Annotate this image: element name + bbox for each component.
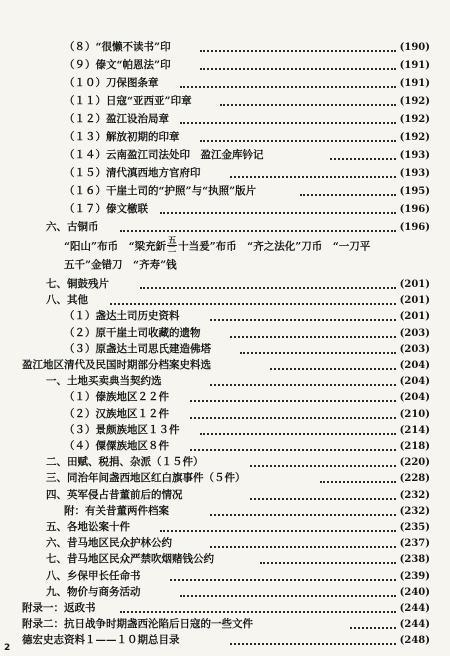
toc-entry-title: 德宏史志资料１——１０期总目录 (22, 634, 180, 646)
stacked-numeral-bottom: 二 (167, 245, 177, 255)
toc-page-number: (193) (399, 168, 430, 179)
dot-leader (250, 498, 396, 500)
dot-leader (210, 384, 396, 386)
toc-entry-title: （１３）解放初期的印章 (64, 131, 180, 143)
toc-entry (0, 342, 450, 357)
toc-page-number: (239) (399, 570, 430, 582)
toc-entry (0, 585, 450, 600)
toc-entry (0, 552, 450, 567)
toc-entry (0, 455, 450, 470)
dot-leader (160, 212, 396, 214)
toc-page-number: (237) (399, 538, 430, 550)
toc-page-number: (192) (399, 114, 430, 125)
coin-list-line-1 (64, 238, 370, 255)
toc-page-number: (203) (399, 327, 430, 339)
toc-entry-title: 四、英军侵占昔董前后的情况 (46, 488, 183, 501)
dot-leader (180, 122, 396, 124)
toc-page-number: (203) (399, 343, 430, 355)
toc-page-number: (201) (399, 295, 430, 307)
dot-leader (260, 562, 396, 564)
toc-entry (0, 390, 450, 405)
stacked-numeral-top: 五 (167, 236, 177, 246)
toc-page-number: (218) (399, 441, 430, 452)
dot-leader (120, 230, 396, 232)
toc-entry (0, 184, 450, 199)
dot-leader (200, 68, 396, 70)
toc-entry-title: 六、昔马地区民众护林公约 (46, 537, 172, 550)
toc-page-number: (238) (399, 554, 430, 566)
toc-entry (0, 326, 450, 341)
toc-page-number: (244) (399, 603, 430, 614)
toc-entry-title: 五、各地讼案十件 (46, 521, 130, 533)
toc-entry-title: （１）盏达土司历史资料 (64, 310, 180, 323)
toc-entry-title: 八、其他 (46, 294, 88, 307)
toc-page-number: (240) (399, 586, 430, 598)
coin-list-line-2 (64, 257, 177, 274)
toc-entry-title: 三、同治年间盏西地区红白旗事件（５件） (46, 472, 246, 485)
dot-leader (190, 400, 396, 402)
stacked-numerals (166, 237, 178, 254)
toc-page-number: (190) (399, 42, 430, 53)
toc-page-number: (196) (399, 222, 430, 233)
toc-entry (0, 76, 450, 91)
toc-entry (0, 166, 450, 181)
toc-entry (0, 488, 450, 503)
toc-entry (0, 148, 450, 163)
dot-leader (200, 140, 396, 142)
dot-leader (250, 465, 396, 467)
dot-leader (210, 514, 396, 516)
toc-page-number: (204) (399, 392, 430, 404)
toc-page-number: (192) (399, 96, 430, 107)
dot-leader (300, 194, 396, 196)
toc-entry (0, 504, 450, 519)
toc-page-number: (228) (399, 473, 430, 485)
toc-entry (0, 293, 450, 308)
toc-entry (0, 520, 450, 535)
toc-entry (0, 309, 450, 324)
dot-leader (160, 530, 396, 532)
dot-leader (320, 481, 396, 483)
coin-text: 十当爰”布币 “齐之法化”刀币 “一刀平 (178, 240, 371, 253)
toc-entry-title: （１４）云南盈江司法处印 盈江金库钤记 (64, 149, 264, 161)
coin-text: 五千”金错刀 “齐寿”钱 (64, 259, 177, 271)
dot-leader (190, 417, 396, 419)
toc-entry (0, 277, 450, 292)
toc-page-number: (192) (399, 132, 430, 143)
toc-page-number: (214) (399, 424, 430, 436)
toc-entry-title: （８）“很懒不读书”印 (64, 41, 171, 53)
toc-entry-title: （１０）刀保图条章 (64, 77, 159, 89)
toc-entry-title: 九、物价与商务活动 (46, 585, 141, 598)
toc-entry (0, 471, 450, 486)
toc-page-number: (248) (399, 635, 430, 646)
toc-entry (0, 407, 450, 422)
toc-entry (0, 202, 450, 217)
toc-entry-title: （３）原盏达土司思氏建造佛塔 (64, 342, 211, 355)
toc-entry-title: （１２）盈江设治局章 (64, 113, 169, 125)
dot-leader (200, 50, 396, 52)
toc-entry (0, 569, 450, 584)
toc-page-number: (196) (399, 204, 430, 215)
toc-page-number: (201) (399, 311, 430, 323)
toc-entry-title: （３）景颇族地区１３件 (64, 423, 180, 436)
toc-entry-title: （１）傣族地区２２件 (64, 391, 169, 404)
toc-page-number: (191) (399, 60, 430, 71)
dot-leader (230, 336, 396, 338)
toc-page-number: (220) (399, 457, 430, 469)
toc-page-number: (244) (399, 619, 430, 630)
toc-page-number: (235) (399, 522, 430, 533)
toc-page-number: (204) (399, 376, 430, 388)
coin-text: “阳山”布币 “梁充釿 (64, 240, 167, 253)
toc-entry (0, 601, 450, 616)
toc-entry-title: 七、昔马地区民众严禁吹烟赌钱公约 (46, 553, 214, 566)
dot-leader (210, 319, 396, 321)
toc-entry (0, 439, 450, 454)
toc-page-number: (232) (399, 489, 430, 501)
dot-leader (110, 303, 396, 305)
toc-entry (0, 94, 450, 109)
toc-entry-title: （１５）清代滇西地方官府印 (64, 167, 201, 179)
toc-page-number: (201) (399, 279, 430, 290)
toc-entry (0, 633, 450, 648)
toc-entry-title: （１７）傣文檄联 (64, 203, 148, 215)
toc-entry-title: 七、铜鼓残片 (46, 278, 109, 290)
dot-leader (200, 433, 396, 435)
toc-entry-title: 附录一：返政书 (22, 602, 96, 614)
dot-leader (350, 627, 396, 629)
toc-entry-title: 盈江地区清代及民国时期部分档案史料选 (22, 359, 211, 371)
toc-entry-title: 六、古铜币 (46, 221, 99, 233)
toc-entry (0, 374, 450, 389)
toc-entry (0, 423, 450, 438)
dot-leader (170, 579, 396, 581)
dot-leader (240, 352, 396, 354)
toc-entry (0, 220, 450, 235)
toc-entry (0, 617, 450, 632)
dot-leader (330, 158, 396, 160)
dot-leader (230, 176, 396, 178)
toc-entry-title: （４）僳僳族地区８件 (64, 440, 169, 452)
toc-page-number: (232) (399, 505, 430, 517)
toc-entry-title: （２）原干崖土司收藏的遗物 (64, 326, 201, 339)
toc-entry-title: 八、乡保甲长任命书 (46, 569, 141, 582)
dot-leader (210, 546, 396, 548)
toc-page-number: (191) (399, 78, 430, 89)
toc-page-number: (195) (399, 186, 430, 197)
toc-entry-title: （１１）日寇“亚西亚”印章 (64, 95, 192, 107)
dot-leader (270, 368, 396, 370)
toc-entry-title: 一、土地买卖典当契约选 (46, 375, 162, 388)
dot-leader (220, 104, 396, 106)
toc-entry (0, 58, 450, 73)
dot-leader (180, 595, 396, 597)
page-folio: 2 (4, 643, 11, 653)
toc-entry (0, 112, 450, 127)
toc-page-number: (193) (399, 150, 430, 161)
toc-entry (0, 40, 450, 55)
toc-entry-title: （２）汉族地区１２件 (64, 407, 169, 420)
dot-leader (140, 287, 396, 289)
toc-entry-title: 二、田赋、税捐、杂派（１５件） (46, 456, 204, 469)
toc-entry-title: （１６）干崖土司的“护照”与“执照”版片 (64, 185, 257, 197)
toc-entry (0, 358, 450, 373)
toc-entry-title: 附：有关昔董两件档案 (64, 504, 169, 517)
dot-leader (180, 86, 396, 88)
dot-leader (190, 449, 396, 451)
toc-entry-title: （９）傣文“帕恩法”印 (64, 59, 171, 71)
toc-entry (0, 130, 450, 145)
toc-page-number: (204) (399, 360, 430, 371)
dot-leader (230, 643, 396, 645)
dot-leader (120, 611, 396, 613)
toc-page-number: (210) (399, 408, 430, 420)
toc-entry (0, 536, 450, 551)
toc-entry-title: 附录二：抗日战争时期盏西沦陷后日寇的一些文件 (22, 618, 253, 630)
